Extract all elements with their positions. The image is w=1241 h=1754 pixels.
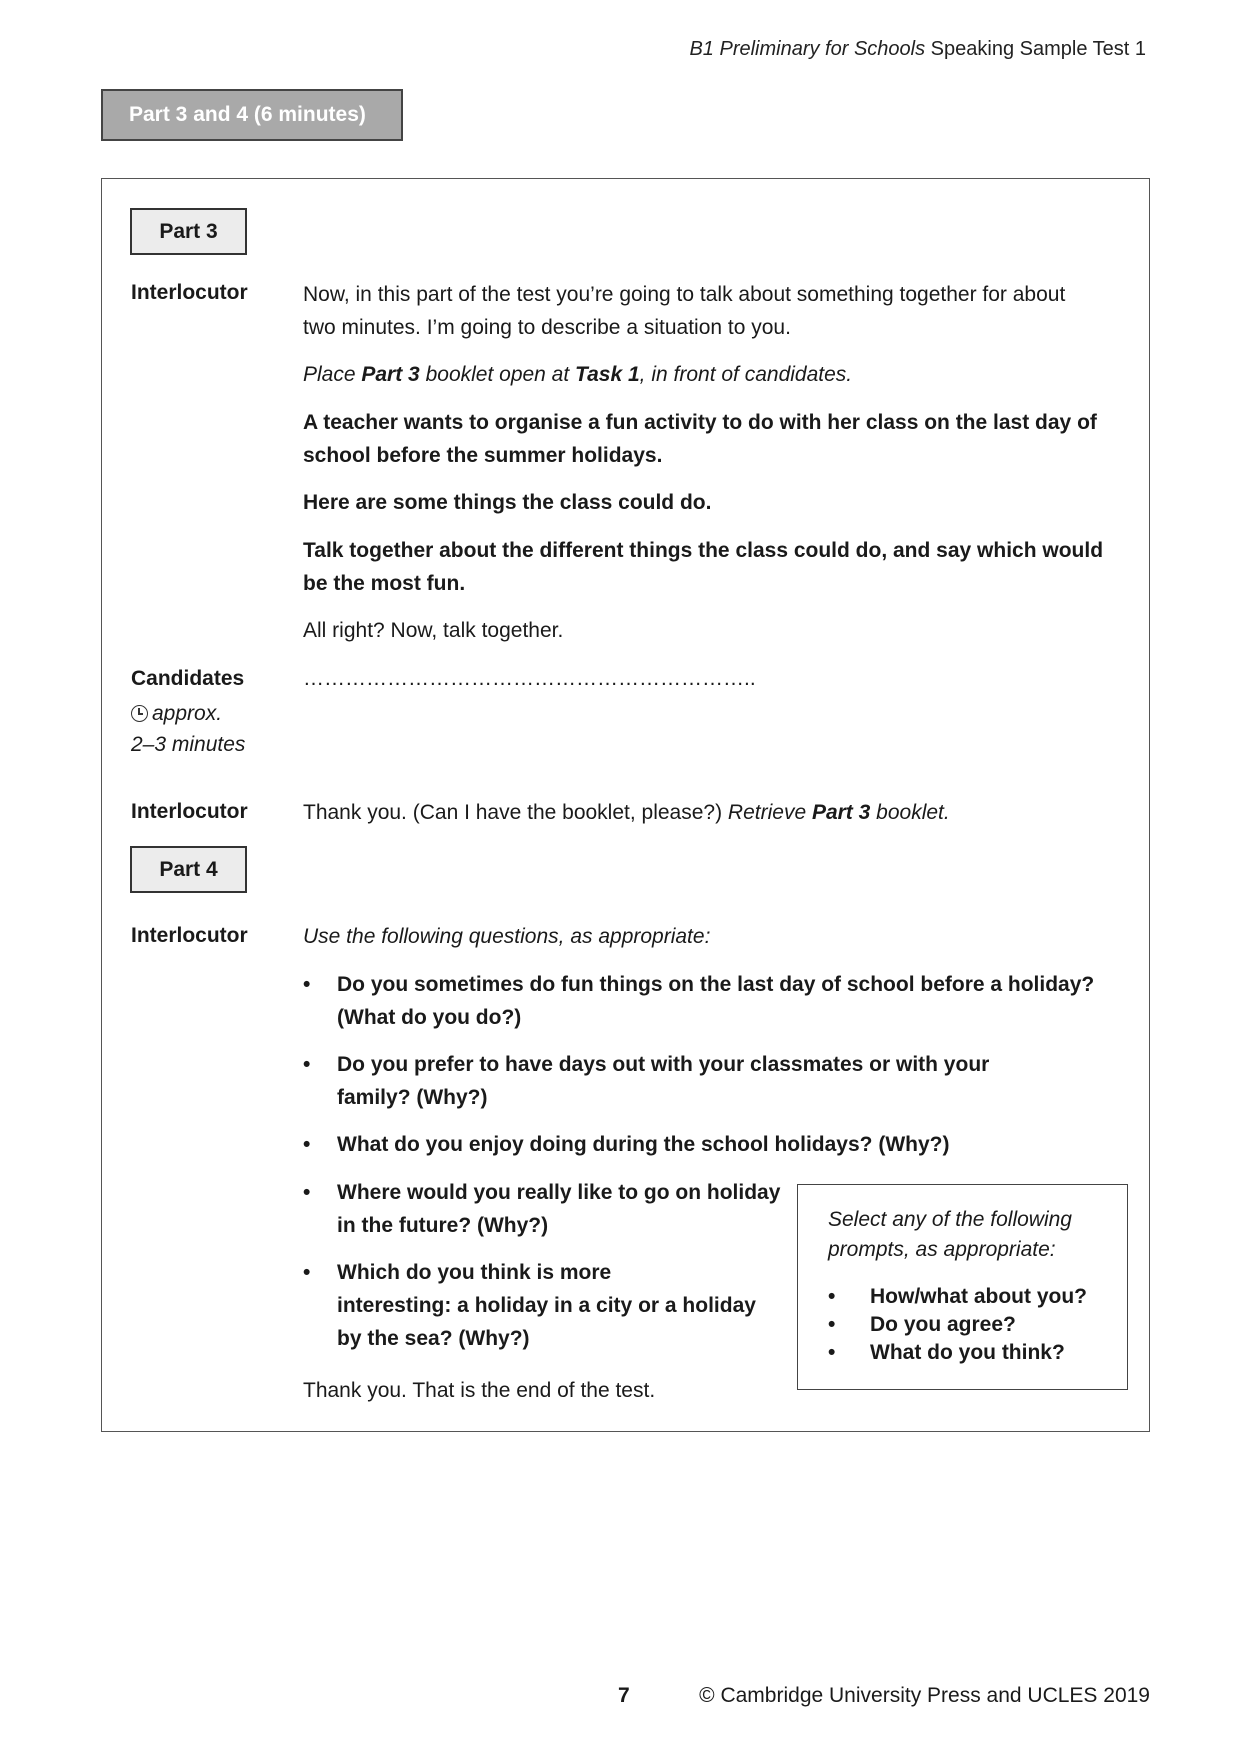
timing-note [131,698,245,760]
instruction-part: Part 3 [361,363,420,386]
question-line: (What do you do?) [337,1006,522,1029]
prompt-text: Do you agree? [870,1313,1016,1336]
timing-line1: approx. [152,702,223,725]
part4-end: Thank you. That is the end of the test. [303,1379,656,1402]
prompts-box [797,1184,1128,1390]
instruction-text: booklet open at [419,363,576,386]
part4-label: Part 4 [130,846,247,893]
instruction-task: Task 1 [575,363,640,386]
part3-talk [303,534,1103,600]
question-line: Do you sometimes do fun things on the last day of school before a holiday? [337,973,1095,996]
instruction-text: Place [303,363,362,386]
question-line: Do you prefer to have days out with your classmates or with your [337,1053,990,1076]
speaker-interlocutor: Interlocutor [131,800,248,823]
instruction-text: , in front of candidates. [639,363,853,386]
question-line: Where would you really like to go on holiday [337,1181,781,1204]
prompts-intro [828,1205,1088,1265]
bullet-icon: • [303,1261,311,1284]
part3-intro-line1: Now, in this part of the test you’re going to talk about something together for about [303,283,1066,306]
part3-intro [303,278,1065,344]
timing-line2: 2–3 minutes [131,733,246,756]
page-number: 7 [618,1684,630,1707]
bullet-icon: • [303,1133,311,1156]
speaker-candidates: Candidates [131,667,245,690]
question-line: by the sea? (Why?) [337,1327,530,1350]
part3-things: Here are some things the class could do. [303,491,712,514]
bullet-icon: • [303,1053,311,1076]
bullet-icon: • [828,1313,836,1336]
part3-intro-line2: two minutes. I’m going to describe a situation to you. [303,316,791,339]
part3-label: Part 3 [130,208,247,255]
page-header [689,38,1146,61]
question-line: What do you enjoy doing during the school holidays? (Why?) [337,1133,950,1156]
prompt-text: What do you think? [870,1341,1065,1364]
copyright: © Cambridge University Press and UCLES 2019 [699,1684,1150,1707]
test-title: Speaking Sample Test 1 [930,38,1146,60]
speaker-interlocutor: Interlocutor [131,924,248,947]
situation-line2: school before the summer holidays. [303,444,663,467]
part3-thanks [303,796,950,829]
section-banner: Part 3 and 4 (6 minutes) [101,89,403,141]
talk-line1: Talk together about the different things the class could do, and say which would [303,539,1104,562]
speaker-interlocutor: Interlocutor [131,281,248,304]
question-line: Which do you think is more [337,1261,612,1284]
thanks-booklet: booklet. [870,801,950,824]
part4-instruction: Use the following questions, as appropriate: [303,925,711,948]
bullet-icon: • [828,1285,836,1308]
thanks-retrieve: Retrieve [727,801,812,824]
bullet-icon: • [303,973,311,996]
part3-instruction [303,358,852,391]
bullet-icon: • [828,1341,836,1364]
prompt-text: How/what about you? [870,1285,1087,1308]
prompts-intro-line: Select any of the following [828,1208,1072,1231]
situation-line1: A teacher wants to organise a fun activity to do with her class on the last day of [303,411,1097,434]
part3-situation [303,406,1097,472]
thanks-text: Thank you. (Can I have the booklet, please?) [303,801,728,824]
question-line: interesting: a holiday in a city or a holiday [337,1294,756,1317]
clock-icon [131,705,148,722]
question-line: in the future? (Why?) [337,1214,549,1237]
series-title: B1 Preliminary for Schools [689,38,926,60]
question-line: family? (Why?) [337,1086,488,1109]
bullet-icon: • [303,1181,311,1204]
thanks-part: Part 3 [811,801,871,824]
candidates-dots: ……………………………………………………….. [303,667,756,690]
part3-all-right: All right? Now, talk together. [303,619,564,642]
prompts-intro-line: prompts, as appropriate: [828,1238,1056,1261]
talk-line2: be the most fun. [303,572,466,595]
